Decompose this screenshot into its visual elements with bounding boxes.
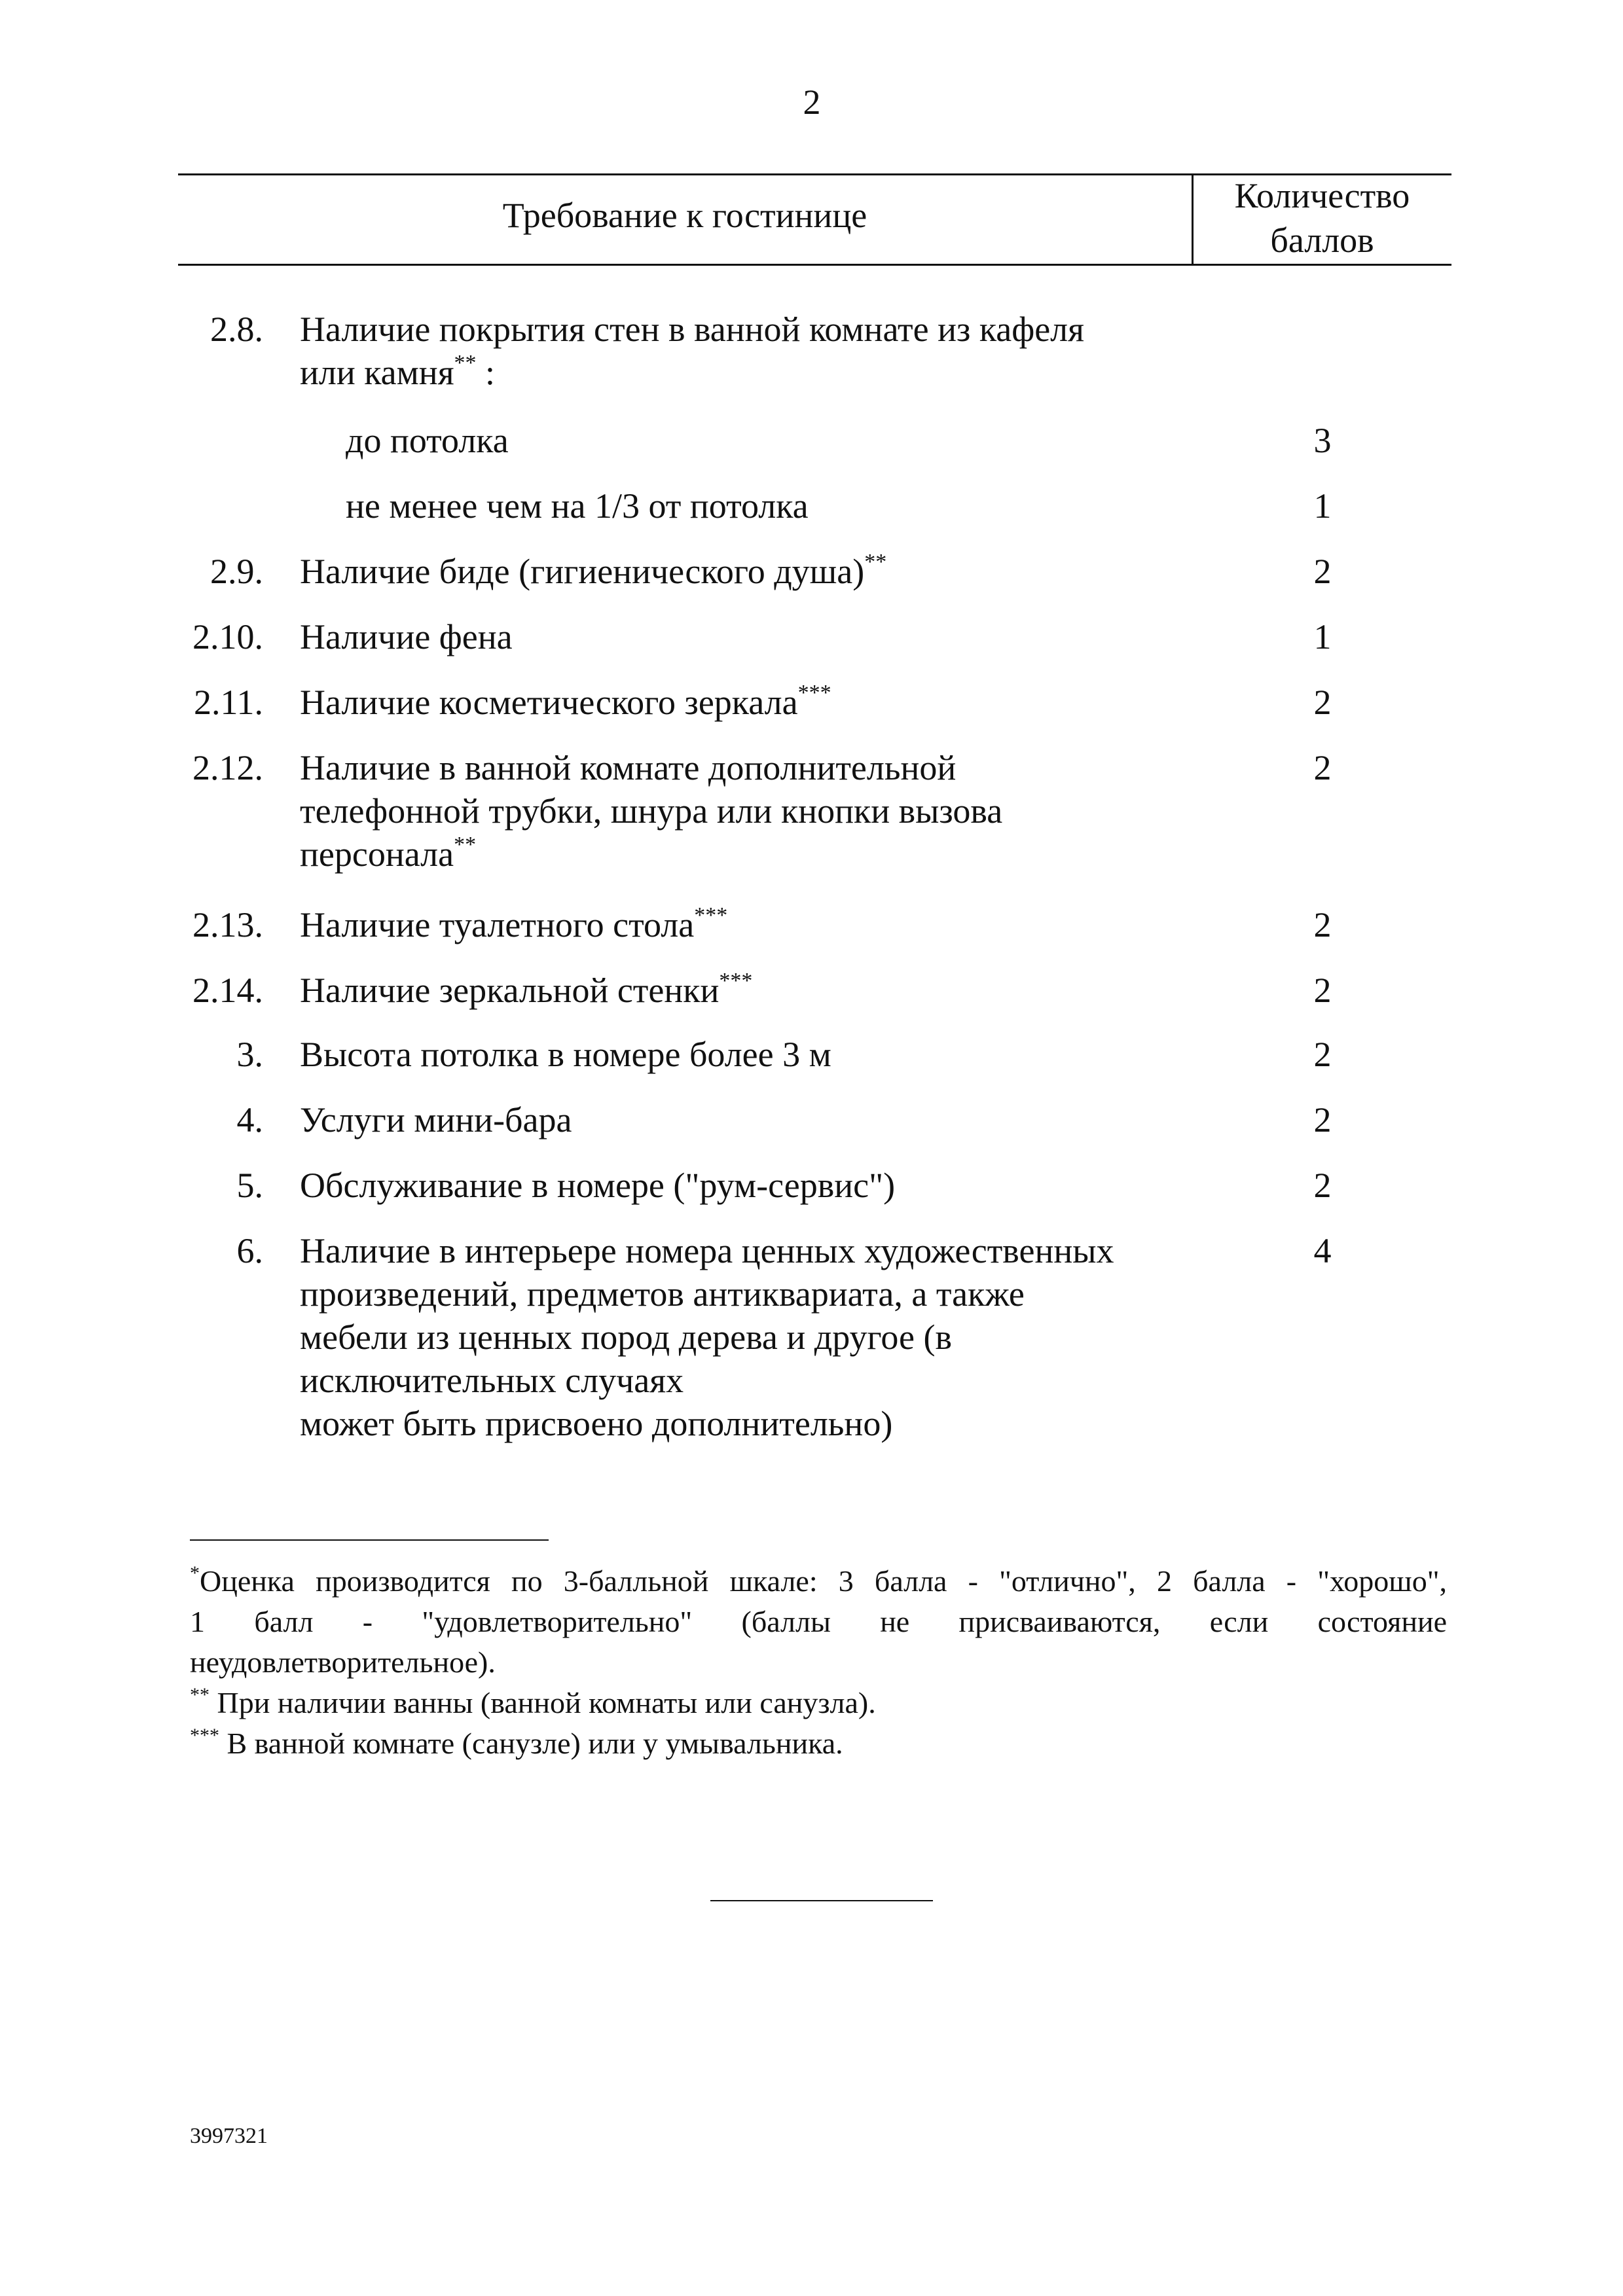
row-text: или камня — [300, 353, 454, 392]
footnote-3: *** В ванной комнате (санузле) или у умывальника. — [190, 1725, 843, 1760]
row-text-line — [300, 903, 727, 946]
row-text: не менее чем на 1/3 от потолка — [346, 486, 809, 526]
row-text-tail: : — [476, 353, 496, 392]
row-text: может быть присвоено дополнительно) — [300, 1404, 893, 1443]
row-text-line — [300, 1359, 684, 1402]
end-rule — [710, 1900, 933, 1901]
row-text-line — [300, 351, 495, 394]
footnote-marker: *** — [797, 681, 831, 705]
row-number: 2.13. — [192, 905, 263, 944]
row-text-line — [300, 1164, 895, 1207]
row-text: произведений, предметов антиквариата, а также — [300, 1274, 1025, 1314]
row-text-line — [346, 484, 809, 528]
footnote-marker: *** — [719, 969, 753, 993]
header-points-line2: баллов — [1270, 221, 1374, 260]
header-points — [1193, 173, 1451, 262]
row-points: 2 — [1313, 1100, 1332, 1139]
row-text-line — [300, 1316, 952, 1359]
row-text: Услуги мини-бара — [300, 1100, 572, 1139]
row-number: 4. — [236, 1100, 263, 1139]
row-text: исключительных случаях — [300, 1361, 684, 1400]
row-text: Наличие туалетного стола — [300, 905, 695, 944]
row-text: Наличие косметического зеркала — [300, 683, 798, 722]
row-text: Наличие в интерьере номера ценных художественных — [300, 1231, 1114, 1270]
row-text-line — [300, 308, 1084, 351]
row-text-line — [300, 1098, 572, 1141]
row-points: 2 — [1313, 552, 1332, 591]
row-text-line — [300, 1033, 831, 1076]
row-text: Наличие в ванной комнате дополнительной — [300, 748, 957, 787]
row-points: 2 — [1313, 905, 1332, 944]
row-text-line — [300, 1272, 1025, 1316]
row-text: Наличие фена — [300, 617, 513, 656]
footnote-1-line1: *Оценка производится по 3-балльной шкале: 3 балла - "отлично", 2 балла - "хорошо", — [190, 1562, 1447, 1598]
row-number: 2.8. — [210, 310, 263, 349]
row-text-line — [300, 681, 831, 724]
footnote-2: ** При наличии ванны (ванной комнаты или санузла). — [190, 1684, 876, 1719]
row-text-line — [300, 550, 886, 593]
footnote-marker: ** — [454, 833, 477, 857]
row-number: 2.10. — [192, 617, 263, 656]
document-id: 3997321 — [190, 2124, 268, 2148]
footnote-1-mark: * — [190, 1562, 200, 1584]
row-text-line — [300, 833, 476, 876]
row-text: Обслуживание в номере ("рум-сервис") — [300, 1166, 896, 1205]
row-number: 2.11. — [194, 683, 263, 722]
footnote-2-mark: ** — [190, 1684, 210, 1706]
row-points: 2 — [1313, 971, 1332, 1010]
row-points: 1 — [1313, 486, 1332, 526]
row-text-line — [300, 746, 956, 789]
table-header-bottom-rule — [178, 264, 1451, 266]
row-text: Наличие покрытия стен в ванной комнате из кафеля — [300, 310, 1084, 349]
row-text-line — [300, 615, 513, 658]
page-number: 2 — [803, 82, 821, 122]
row-number: 5. — [236, 1166, 263, 1205]
row-points: 2 — [1313, 1166, 1332, 1205]
header-points-line1: Количество — [1234, 176, 1410, 215]
row-points: 2 — [1313, 748, 1332, 787]
row-text: персонала — [300, 834, 454, 874]
footnote-marker: ** — [454, 351, 477, 375]
row-number: 2.14. — [192, 971, 263, 1010]
row-points: 2 — [1313, 1035, 1332, 1074]
row-points: 3 — [1313, 421, 1332, 460]
row-text: до потолка — [346, 421, 509, 460]
header-requirement: Требование к гостинице — [502, 196, 867, 235]
row-text: Высота потолка в номере более 3 м — [300, 1035, 831, 1074]
row-text-line — [300, 969, 752, 1012]
row-text: Наличие зеркальной стенки — [300, 971, 720, 1010]
row-text-line — [300, 1229, 1114, 1272]
row-points: 2 — [1313, 683, 1332, 722]
footnote-separator — [190, 1539, 549, 1541]
row-number: 3. — [236, 1035, 263, 1074]
row-text-line — [346, 419, 509, 462]
row-text-line — [300, 789, 1002, 833]
row-number: 2.9. — [210, 552, 263, 591]
row-text: телефонной трубки, шнура или кнопки вызова — [300, 791, 1003, 831]
row-text: Наличие биде (гигиенического душа) — [300, 552, 865, 591]
footnote-3-mark: *** — [190, 1725, 219, 1746]
row-text: мебели из ценных пород дерева и другое (в — [300, 1318, 952, 1357]
row-number: 6. — [236, 1231, 263, 1270]
row-number: 2.12. — [192, 748, 263, 787]
row-points: 4 — [1313, 1231, 1332, 1270]
footnote-marker: ** — [864, 550, 887, 574]
footnote-marker: *** — [694, 903, 728, 927]
row-points: 1 — [1313, 617, 1332, 656]
footnote-1-line3: неудовлетворительное). — [190, 1645, 496, 1679]
footnote-1-line2: 1 балл - "удовлетворительно" (баллы не присваиваются, если состояние — [190, 1605, 1447, 1638]
row-text-line — [300, 1402, 892, 1445]
